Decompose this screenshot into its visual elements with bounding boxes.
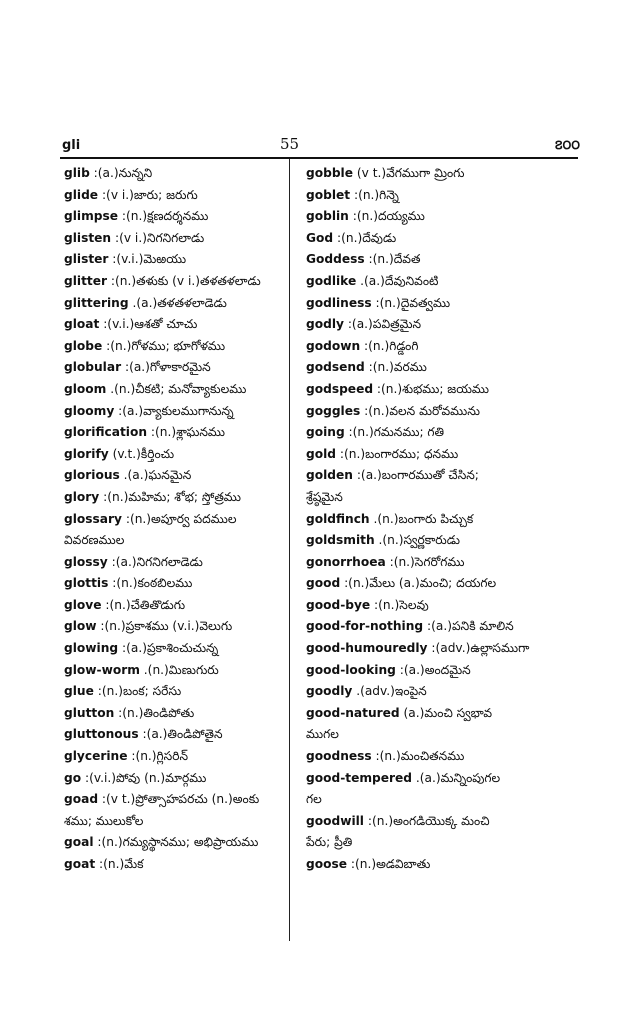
dictionary-entry — [306, 703, 580, 725]
definition: .(a.)దేవునివంటి — [356, 273, 439, 288]
definition: .(a.)తళతళలాడెడు — [128, 295, 227, 310]
definition: :(a.)బంగారముతో చేసిన; — [352, 468, 479, 483]
definition: :(n.)శుభము; జయము — [373, 381, 489, 396]
dictionary-entry — [306, 357, 580, 379]
definition: :(a.)తిండిపోతైన — [138, 727, 223, 742]
dictionary-entry — [306, 681, 580, 703]
dictionary-entry — [64, 163, 286, 185]
dictionary-entry — [306, 552, 580, 574]
headword: goblin — [306, 209, 349, 224]
definition: :(n.)బంగారము; ధనము — [336, 446, 459, 461]
dictionary-entry — [64, 379, 286, 401]
definition: :(n.)సెలవు — [370, 597, 429, 612]
headword: glimpse — [64, 209, 119, 224]
headword: good-looking — [306, 662, 396, 677]
headword: goad — [64, 792, 99, 807]
dictionary-entry — [64, 509, 286, 531]
dictionary-entry — [64, 595, 286, 617]
headword: gloomy — [64, 403, 115, 418]
dictionary-entry — [306, 249, 580, 271]
dictionary-entry-continuation — [306, 487, 580, 509]
headword: gluttonous — [64, 727, 139, 742]
definition: :(n.)మేలు (a.)మంచి; దయగల — [340, 576, 497, 591]
headword: gloat — [64, 317, 100, 332]
definition: ముగల — [306, 727, 339, 742]
headword: glister — [64, 252, 109, 267]
headword: glove — [64, 597, 102, 612]
dictionary-entry — [306, 509, 580, 531]
definition: :(n.)దేవుడు — [333, 230, 397, 245]
headword: goal — [64, 835, 94, 850]
headword: glutton — [64, 705, 115, 720]
definition: :(a.)నిగనిగలాడెడు — [107, 554, 203, 569]
headword: goblet — [306, 187, 351, 202]
headword: good-natured — [306, 705, 400, 720]
headword: godsend — [306, 360, 365, 375]
definition: :(a.)గోళాకారమైన — [121, 360, 211, 375]
headword: glow-worm — [64, 662, 140, 677]
headword: globular — [64, 360, 122, 375]
headword: gloom — [64, 381, 107, 396]
definition: :(a.)పవిత్రమైన — [343, 317, 422, 332]
definition: :(n.)గోళము; భూగోళము — [102, 338, 226, 353]
definition: :(v.i.)ఆశతో చూచు — [99, 317, 198, 332]
definition: :(n.)చేతితొడుగు — [101, 597, 186, 612]
dictionary-entry — [64, 746, 286, 768]
headword: gonorrhoea — [306, 554, 386, 569]
definition: శము; ములుకోల — [64, 813, 144, 828]
definition: :(n.)గిడ్డంగి — [360, 338, 419, 353]
headword: glossy — [64, 554, 108, 569]
dictionary-entry — [64, 465, 286, 487]
definition: పేరు; ప్రీతి — [306, 835, 353, 850]
definition: .(n.)చీకటి; మనోవ్యాకులము — [106, 381, 247, 396]
dictionary-entry — [64, 616, 286, 638]
headword: good-for-nothing — [306, 619, 424, 634]
headword: go — [64, 770, 82, 785]
dictionary-entry — [306, 422, 580, 444]
header-rule — [60, 157, 578, 159]
dictionary-entry — [64, 789, 286, 811]
dictionary-entry — [64, 832, 286, 854]
headword: glottis — [64, 576, 109, 591]
definition: :(n.)వరము — [364, 360, 427, 375]
headword: glittering — [64, 295, 129, 310]
headword: goodness — [306, 749, 372, 764]
dictionary-entry — [64, 422, 286, 444]
dictionary-entry — [64, 206, 286, 228]
dictionary-entry — [64, 573, 286, 595]
definition: :(n.)గిన్నె — [350, 187, 399, 202]
dictionary-entry — [64, 185, 286, 207]
dictionary-entry — [306, 379, 580, 401]
header-telugu-number: ౭౦౦ — [555, 138, 580, 153]
headword: gobble — [306, 166, 353, 180]
dictionary-entry — [64, 487, 286, 509]
header-guide-word: gli — [62, 138, 81, 153]
definition: :(n.)తిండిపోతు — [114, 705, 195, 720]
definition: :(n.)అపూర్వ పదముల — [121, 511, 237, 526]
headword: globe — [64, 338, 103, 353]
headword: goldsmith — [306, 533, 375, 548]
headword: goodly — [306, 684, 353, 699]
dictionary-entry — [306, 616, 580, 638]
dictionary-entry — [306, 811, 580, 833]
dictionary-entry — [64, 357, 286, 379]
dictionary-entry — [306, 336, 580, 358]
dictionary-entry — [64, 249, 286, 271]
dictionary-entry — [306, 271, 580, 293]
headword: godlike — [306, 273, 357, 288]
headword: Goddess — [306, 252, 365, 267]
definition: :(n.)మహిమ; శోభ; స్తోత్రము — [99, 489, 241, 504]
dictionary-entry-continuation — [64, 811, 286, 833]
headword: godliness — [306, 295, 372, 310]
page-header — [60, 135, 580, 158]
definition: :(n.)సెగరోగము — [385, 554, 465, 569]
definition: (a.)మంచి స్వభావ — [399, 705, 493, 720]
dictionary-entry — [306, 163, 580, 185]
dictionary-entry — [306, 638, 580, 660]
headword: glisten — [64, 230, 112, 245]
dictionary-entry — [64, 552, 286, 574]
definition: :(n.)వలన మరోవమును — [360, 403, 480, 418]
definition: :(n.)కంఠబిలము — [108, 576, 193, 591]
headword: glossary — [64, 511, 122, 526]
dictionary-entry — [64, 314, 286, 336]
headword: goose — [306, 857, 347, 871]
dictionary-entry — [306, 854, 580, 876]
definition: శ్రేష్ఠమైన — [306, 489, 343, 504]
dictionary-entry — [306, 401, 580, 423]
headword: glowing — [64, 641, 119, 656]
dictionary-entry — [64, 228, 286, 250]
definition: :(n.)క్షణదర్శనము — [118, 209, 209, 224]
definition: :(n.)అడవిబాతు — [347, 857, 431, 871]
dictionary-entry — [64, 681, 286, 703]
definition: :(v t.)ప్రోత్సాహపరచు (n.)అంకు — [98, 792, 260, 807]
column-divider — [289, 159, 290, 941]
headword: glib — [64, 166, 90, 180]
definition: (v t.)వేగముగా మ్రింగు — [353, 166, 465, 180]
headword: goat — [64, 857, 96, 871]
headword: glorify — [64, 446, 109, 461]
dictionary-entry — [306, 293, 580, 315]
definition: :(v i.)జారు; జరుగు — [98, 187, 198, 202]
headword: glory — [64, 489, 100, 504]
definition: :(n.)బంక; సరేసు — [93, 684, 182, 699]
definition: .(a.)మన్నింపుగల — [412, 770, 501, 785]
headword: goldfinch — [306, 511, 370, 526]
dictionary-entry — [306, 444, 580, 466]
dictionary-entry — [306, 206, 580, 228]
headword: goodwill — [306, 813, 364, 828]
headword: glitter — [64, 273, 108, 288]
left-column — [64, 163, 286, 876]
dictionary-entry — [306, 185, 580, 207]
definition: .(adv.)ఇంపైన — [352, 684, 427, 699]
dictionary-entry — [306, 465, 580, 487]
dictionary-entry — [64, 768, 286, 790]
headword: good-humouredly — [306, 641, 428, 656]
definition: :(n.)శ్లాఘనము — [147, 425, 226, 440]
definition: .(a.)ఘనమైన — [119, 468, 192, 483]
dictionary-entry-continuation — [306, 724, 580, 746]
dictionary-entry — [306, 314, 580, 336]
definition: :(n.)గమనము; గతి — [344, 425, 445, 440]
dictionary-entry-continuation — [64, 530, 286, 552]
definition: :(v.i.)మెఱయు — [108, 252, 187, 267]
definition: .(n.)బంగారు పిచ్చుక — [369, 511, 474, 526]
dictionary-entry — [64, 703, 286, 725]
dictionary-entry — [306, 530, 580, 552]
headword: glorious — [64, 468, 120, 483]
headword: goggles — [306, 403, 361, 418]
headword: glow — [64, 619, 97, 634]
headword: good-tempered — [306, 770, 413, 785]
dictionary-entry — [64, 271, 286, 293]
dictionary-entry — [64, 854, 286, 876]
definition: :(n.)దయ్యము — [348, 209, 425, 224]
definition: :(v.i.)పోవు (n.)మార్గము — [81, 770, 207, 785]
definition: వివరణముల — [64, 533, 125, 548]
definition: :(a.)పనికి మాలిన — [423, 619, 514, 634]
definition: :(n.)మేక — [95, 857, 144, 871]
dictionary-entry — [64, 724, 286, 746]
definition: :(n.)తళుకు (v i.)తళతళలాడు — [107, 273, 261, 288]
headword: going — [306, 425, 345, 440]
headword: glue — [64, 684, 94, 699]
headword: God — [306, 230, 334, 245]
definition: :(n.)అంగడియొక్క మంచి — [364, 813, 490, 828]
definition: :(n.)గమ్యస్థానము; అభిప్రాయము — [93, 835, 259, 850]
definition: (v.t.)కీర్తించు — [108, 446, 175, 461]
dictionary-entry — [306, 768, 580, 790]
dictionary-entry-continuation — [306, 832, 580, 854]
dictionary-entry — [64, 444, 286, 466]
dictionary-entry — [64, 638, 286, 660]
right-column — [306, 163, 580, 876]
dictionary-entry — [64, 660, 286, 682]
dictionary-entry — [306, 595, 580, 617]
definition: :(n.)మంచితనము — [371, 749, 465, 764]
page-number: 55 — [280, 135, 300, 153]
dictionary-entry — [306, 660, 580, 682]
definition: :(a.)నున్నని — [89, 166, 153, 180]
definition: గల — [306, 792, 322, 807]
dictionary-entry — [306, 228, 580, 250]
dictionary-entry-continuation — [306, 789, 580, 811]
headword: godown — [306, 338, 361, 353]
dictionary-entry — [64, 293, 286, 315]
headword: gold — [306, 446, 336, 461]
definition: :(n.)ప్రకాశము (v.i.)వెలుగు — [96, 619, 233, 634]
headword: good — [306, 576, 341, 591]
definition: :(adv.)ఉల్లాసముగా — [427, 641, 530, 656]
definition: :(n.)దేవత — [364, 252, 421, 267]
dictionary-entry — [306, 746, 580, 768]
headword: godspeed — [306, 381, 374, 396]
definition: :(a.)అందమైన — [395, 662, 471, 677]
definition: :(a.)వ్యాకులముగానున్న — [114, 403, 234, 418]
definition: :(a.)ప్రకాశించుచున్న — [118, 641, 219, 656]
dictionary-entry — [64, 401, 286, 423]
dictionary-entry — [64, 336, 286, 358]
definition: .(n.)స్వర్ణకారుడు — [374, 533, 460, 548]
definition: .(n.)మిణుగురు — [139, 662, 219, 677]
headword: glide — [64, 187, 99, 202]
dictionary-entry — [306, 573, 580, 595]
definition: :(n.)గ్లిసరిన్ — [127, 749, 189, 764]
headword: good-bye — [306, 597, 371, 612]
headword: godly — [306, 317, 344, 332]
definition: :(n.)దైవత్వము — [371, 295, 451, 310]
headword: golden — [306, 468, 353, 483]
headword: glorification — [64, 425, 147, 440]
headword: glycerine — [64, 749, 128, 764]
definition: :(v i.)నిగనిగలాడు — [111, 230, 205, 245]
